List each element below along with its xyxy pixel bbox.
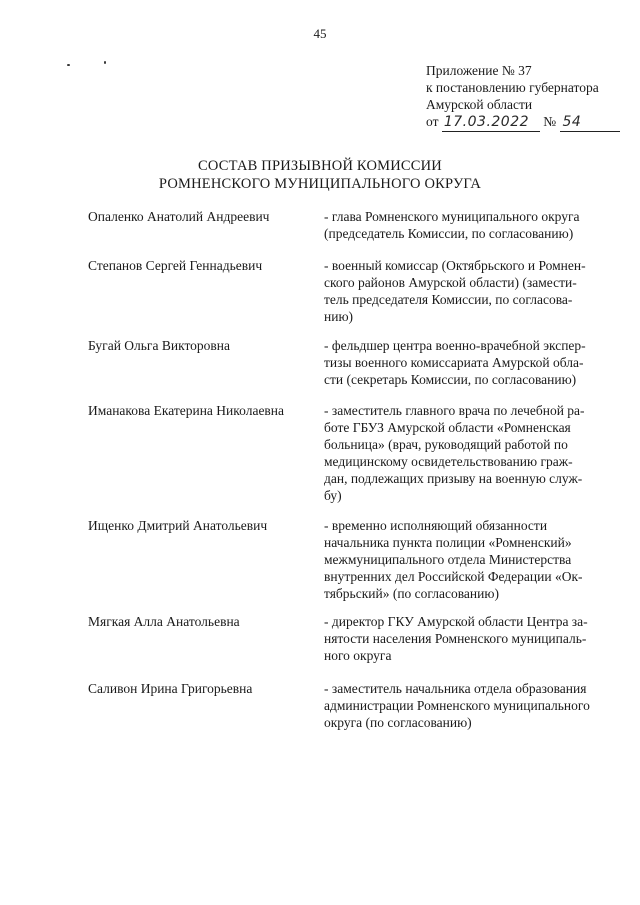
role-line: - военный комиссар (Октябрьского и Ромнен- <box>324 258 586 273</box>
role-line: тябрьский» (по согласованию) <box>324 586 499 601</box>
role-line: тель председателя Комиссии, по согласова- <box>324 292 573 307</box>
number-label: № <box>543 114 557 129</box>
handwritten-date: 17.03.2022 <box>443 114 530 130</box>
role-line: администрации Ромненского муниципального <box>324 698 590 713</box>
date-field <box>442 113 540 132</box>
appendix-title: Приложение № 37 <box>426 63 532 78</box>
member-role <box>324 517 600 602</box>
role-line: - фельдшер центра военно-врачебной экспер- <box>324 338 586 353</box>
role-line: округа (по согласованию) <box>324 715 472 730</box>
role-line: бу) <box>324 488 342 503</box>
date-prefix: от <box>426 114 439 129</box>
scan-speck <box>67 64 70 66</box>
appendix-date-line <box>426 113 626 132</box>
scan-speck <box>104 61 106 64</box>
role-line: медицинскому освидетельствованию граж- <box>324 454 573 469</box>
document-title <box>0 157 640 193</box>
role-line: - директор ГКУ Амурской области Центра за- <box>324 614 588 629</box>
member-role <box>324 680 600 731</box>
role-line: межмуниципального отдела Министерства <box>324 552 572 567</box>
member-role <box>324 337 600 388</box>
number-field <box>560 113 620 132</box>
title-line-2: РОМНЕНСКОГО МУНИЦИПАЛЬНОГО ОКРУГА <box>158 176 482 192</box>
member-role <box>324 613 600 664</box>
role-line: начальника пункта полиции «Ромненский» <box>324 535 572 550</box>
member-name: Саливон Ирина Григорьевна <box>88 681 253 696</box>
role-line: - глава Ромненского муниципального округа <box>324 209 580 224</box>
member-name: Опаленко Анатолий Андреевич <box>88 209 270 224</box>
member-role <box>324 208 600 242</box>
role-line: ного округа <box>324 648 392 663</box>
member-role <box>324 257 600 325</box>
member-name: Ищенко Дмитрий Анатольевич <box>88 518 268 533</box>
role-line: сти (секретарь Комиссии, по согласованию) <box>324 372 577 387</box>
appendix-region: Амурской области <box>426 97 533 112</box>
role-line: боте ГБУЗ Амурской области «Ромненская <box>324 420 571 435</box>
page-number: 45 <box>313 26 327 41</box>
title-line-1: СОСТАВ ПРИЗЫВНОЙ КОМИССИИ <box>198 158 442 174</box>
role-line: (председатель Комиссии, по согласованию) <box>324 226 574 241</box>
role-line: нию) <box>324 309 354 324</box>
role-line: - заместитель начальника отдела образования <box>324 681 587 696</box>
appendix-reference: к постановлению губернатора <box>426 80 599 95</box>
appendix-header <box>426 62 626 132</box>
role-line: тизы военного комиссариата Амурской обла- <box>324 355 584 370</box>
role-line: нятости населения Ромненского муниципаль- <box>324 631 587 646</box>
role-line: дан, подлежащих призыву на военную служ- <box>324 471 583 486</box>
member-name: Бугай Ольга Викторовна <box>88 338 231 353</box>
role-line: ского районов Амурской области) (замести- <box>324 275 577 290</box>
role-line: - заместитель главного врача по лечебной ра- <box>324 403 585 418</box>
handwritten-number: 54 <box>562 114 582 130</box>
role-line: - временно исполняющий обязанности <box>324 518 548 533</box>
member-role <box>324 402 600 504</box>
role-line: больница» (врач, руководящий работой по <box>324 437 568 452</box>
member-name: Степанов Сергей Геннадьевич <box>88 258 263 273</box>
member-name: Мягкая Алла Анатольевна <box>88 614 240 629</box>
member-name: Иманакова Екатерина Николаевна <box>88 403 285 418</box>
role-line: внутренних дел Российской Федерации «Ок- <box>324 569 583 584</box>
